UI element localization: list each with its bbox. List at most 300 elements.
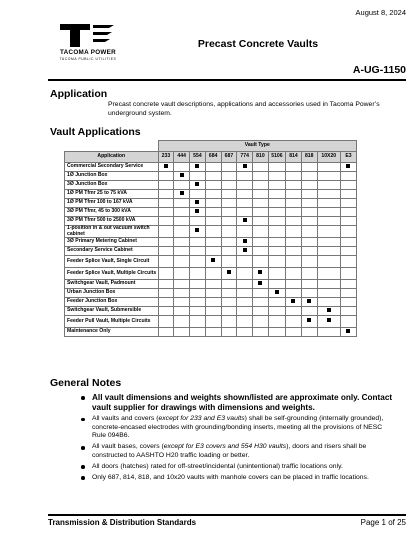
note-text: ) shall be self-grounding (internally grounded), concrete-encased electrodes with grounding/bonding inserts, meeting all the provisions of NESC Rule 094B6. [92,415,384,440]
vault-cell [301,181,317,190]
vault-cell [268,238,285,247]
vault-cell [221,190,237,199]
applicable-mark-icon [227,270,231,274]
vault-cell [158,190,174,199]
vault-cell [301,328,317,337]
vault-cell [158,256,174,268]
applicable-mark-icon [243,164,247,168]
vault-cell [221,247,237,256]
vault-cell [237,316,253,328]
table-corner-cell [65,141,159,152]
vault-cell [174,328,190,337]
table-row [65,226,357,238]
note-item [80,463,395,472]
vault-cell [317,280,340,289]
vault-cell [190,226,206,238]
vault-column-header: 10X20 [317,152,340,163]
note-exception-text: except for 233 and E3 vaults [158,415,245,423]
vault-cell [237,226,253,238]
application-label: Switchgear Vault, Submersible [65,307,159,316]
vault-cell [301,217,317,226]
vault-cell [253,163,269,172]
vault-cell [317,316,340,328]
vault-cell [221,199,237,208]
vault-cell [221,256,237,268]
general-notes-list [80,393,395,485]
vault-cell [205,208,221,217]
vault-cell [268,226,285,238]
vault-cell [237,172,253,181]
note-item [80,474,395,483]
vault-cell [158,268,174,280]
vault-cell [317,328,340,337]
vault-cell [286,268,302,280]
vault-cell [190,256,206,268]
vault-cell [221,238,237,247]
table-row [65,190,357,199]
footer-page-number: Page 1 of 25 [360,518,406,527]
vault-cell [253,190,269,199]
vault-cell [301,190,317,199]
applicable-mark-icon [307,318,311,322]
vault-cell [174,289,190,298]
header-rule [48,79,406,81]
vault-cell [253,217,269,226]
applicable-mark-icon [180,173,184,177]
vault-cell [301,238,317,247]
vault-cell [205,256,221,268]
vault-cell [158,226,174,238]
vault-cell [205,307,221,316]
note-text: All vault bases, covers ( [92,443,164,451]
vault-cell [340,226,356,238]
application-label: Secondary Service Cabinet [65,247,159,256]
vault-cell [174,199,190,208]
vault-cell [237,217,253,226]
vault-cell [286,163,302,172]
applicable-mark-icon [164,164,168,168]
vault-cell [286,247,302,256]
vault-cell [301,208,317,217]
vault-cell [221,217,237,226]
vault-cell [205,172,221,181]
note-item [80,443,395,460]
vault-cell [253,280,269,289]
vault-cell [205,247,221,256]
vault-cell [174,298,190,307]
vault-cell [286,190,302,199]
vault-column-header: 818 [301,152,317,163]
vault-cell [317,181,340,190]
vault-cell [205,199,221,208]
vault-cell [190,280,206,289]
vault-cell [174,316,190,328]
applicable-mark-icon [195,164,199,168]
table-group-header-row [65,141,357,152]
vault-cell [317,208,340,217]
vault-column-header: 444 [174,152,190,163]
note-item [80,415,395,441]
vault-cell [158,289,174,298]
vault-cell [158,316,174,328]
vault-cell [237,289,253,298]
application-column-header: Application [65,152,159,163]
vault-cell [253,307,269,316]
table-row [65,298,357,307]
vault-cell [253,256,269,268]
vault-cell [190,298,206,307]
vault-cell [340,256,356,268]
vault-cell [317,289,340,298]
vault-cell [268,289,285,298]
vault-cell [174,256,190,268]
vault-cell [190,217,206,226]
vault-cell [253,199,269,208]
vault-cell [221,172,237,181]
vault-column-header: 554 [190,152,206,163]
vault-cell [268,181,285,190]
vault-cell [237,256,253,268]
vault-cell [190,163,206,172]
applicable-mark-icon [258,281,262,285]
vault-cell [237,190,253,199]
vault-cell [174,307,190,316]
vault-cell [268,280,285,289]
table-row [65,238,357,247]
vault-cell [237,268,253,280]
vault-column-header: 233 [158,152,174,163]
vault-cell [158,208,174,217]
vault-cell [301,280,317,289]
vault-cell [237,199,253,208]
vault-applications-table [64,140,357,337]
vault-cell [221,181,237,190]
vault-cell [253,289,269,298]
application-label: 3Ø PM Tfmr, 45 to 300 kVA [65,208,159,217]
vault-cell [340,328,356,337]
vault-cell [205,328,221,337]
vault-cell [221,307,237,316]
vault-cell [268,316,285,328]
vault-cell [340,163,356,172]
vault-cell [301,307,317,316]
vault-cell [268,298,285,307]
vault-cell [268,256,285,268]
vault-cell [340,280,356,289]
vault-cell [237,247,253,256]
vault-column-header: 687 [221,152,237,163]
vault-cell [340,307,356,316]
vault-cell [237,163,253,172]
vault-cell [205,289,221,298]
vault-cell [301,247,317,256]
vault-cell [268,247,285,256]
vault-cell [237,238,253,247]
applicable-mark-icon [258,270,262,274]
vault-cell [301,298,317,307]
vault-cell [174,172,190,181]
application-label: 1-position in & out vacuum switch cabinet [65,226,159,238]
vault-cell [268,190,285,199]
table-row [65,289,357,298]
application-label: Feeder Junction Box [65,298,159,307]
vault-cell [253,328,269,337]
applicable-mark-icon [275,290,279,294]
applicable-mark-icon [243,218,247,222]
document-title: Precast Concrete Vaults [197,38,319,50]
vault-cell [301,316,317,328]
vault-cell [317,172,340,181]
applicable-mark-icon [180,191,184,195]
logo-subtitle: TACOMA PUBLIC UTILITIES [59,57,117,61]
vault-cell [286,256,302,268]
vault-cell [205,280,221,289]
applicable-mark-icon [327,308,331,312]
applicable-mark-icon [195,228,199,232]
vault-cell [237,328,253,337]
vault-cell [174,217,190,226]
applicable-mark-icon [243,248,247,252]
application-label: 3Ø Primary Metering Cabinet [65,238,159,247]
vault-column-header: E3 [340,152,356,163]
vault-cell [340,247,356,256]
table-column-header-row [65,152,357,163]
vault-cell [174,238,190,247]
vault-cell [268,328,285,337]
note-text: All doors (hatches) rated for off-street/incidental (unintentional) traffic locations only. [92,462,343,470]
vault-cell [190,307,206,316]
vault-cell [205,316,221,328]
vault-cell [268,307,285,316]
vault-cell [340,172,356,181]
vault-cell [205,190,221,199]
vault-cell [286,181,302,190]
vault-cell [158,247,174,256]
vault-cell [221,163,237,172]
vault-cell [158,307,174,316]
vault-cell [340,298,356,307]
vault-column-header: 810 [253,152,269,163]
vault-cell [221,280,237,289]
vault-column-header: 814 [286,152,302,163]
vault-cell [190,208,206,217]
vault-cell [174,163,190,172]
vault-cell [340,289,356,298]
vault-cell [253,316,269,328]
vault-cell [340,238,356,247]
vault-type-header: Vault Type [158,141,356,152]
table-row [65,256,357,268]
vault-cell [301,172,317,181]
application-label: 1Ø Junction Box [65,172,159,181]
vault-cell [301,226,317,238]
applicable-mark-icon [291,299,295,303]
vault-column-header: 684 [205,152,221,163]
vault-applications-heading: Vault Applications [50,126,141,138]
vault-cell [286,208,302,217]
vault-cell [174,181,190,190]
vault-cell [190,190,206,199]
vault-cell [190,289,206,298]
vault-cell [158,238,174,247]
application-label: 3Ø PM Tfmr 500 to 2500 kVA [65,217,159,226]
application-heading: Application [50,88,108,100]
vault-cell [253,181,269,190]
vault-cell [221,289,237,298]
vault-cell [317,247,340,256]
footer-standards-label: Transmission & Distribution Standards [48,518,197,527]
vault-cell [190,199,206,208]
note-text: All vaults and covers ( [92,415,159,423]
table-row [65,316,357,328]
vault-cell [301,289,317,298]
vault-cell [301,199,317,208]
vault-cell [340,181,356,190]
vault-cell [340,316,356,328]
vault-cell [340,208,356,217]
vault-cell [158,163,174,172]
vault-cell [221,316,237,328]
general-notes-heading: General Notes [50,377,122,389]
vault-cell [237,298,253,307]
application-label: Urban Junction Box [65,289,159,298]
applicable-mark-icon [346,329,350,333]
application-label: 1Ø PM Tfmr 100 to 167 kVA [65,199,159,208]
vault-cell [158,199,174,208]
vault-cell [286,316,302,328]
vault-cell [158,217,174,226]
table-row [65,268,357,280]
vault-cell [317,226,340,238]
vault-cell [317,238,340,247]
vault-cell [174,226,190,238]
vault-cell [301,268,317,280]
application-label: Switchgear Vault, Padmount [65,280,159,289]
vault-cell [190,172,206,181]
vault-cell [205,298,221,307]
applicable-mark-icon [346,164,350,168]
vault-cell [268,208,285,217]
note-text: All vault dimensions and weights shown/listed are approximate only. Contact vault supplier for drawings with dimensions and weights. [92,393,393,412]
vault-cell [205,181,221,190]
vault-cell [317,307,340,316]
vault-cell [286,217,302,226]
vault-cell [317,256,340,268]
vault-column-header: 774 [237,152,253,163]
note-exception-text: except for E3 covers and 554 H30 vaults [163,443,287,451]
vault-cell [174,208,190,217]
application-label: Feeder Pull Vault, Multiple Circuits [65,316,159,328]
vault-cell [158,181,174,190]
note-text: ), doors and risers shall be constructed to AASHTO H20 traffic loading or better. [92,443,367,459]
vault-cell [174,280,190,289]
vault-cell [340,199,356,208]
vault-cell [268,217,285,226]
applicable-mark-icon [243,239,247,243]
table-row [65,172,357,181]
vault-cell [286,199,302,208]
vault-cell [253,247,269,256]
vault-cell [221,208,237,217]
table-row [65,280,357,289]
vault-cell [174,190,190,199]
vault-cell [286,289,302,298]
application-label: 1Ø PM Tfmr 25 to 75 kVA [65,190,159,199]
application-text: Precast concrete vault descriptions, applications and accessories used in Tacoma Power’s underground system. [108,101,380,117]
vault-cell [317,298,340,307]
application-label: Commercial Secondary Service [65,163,159,172]
vault-cell [286,238,302,247]
vault-cell [286,226,302,238]
vault-column-header: 5106 [268,152,285,163]
vault-cell [205,268,221,280]
vault-cell [158,298,174,307]
vault-cell [253,208,269,217]
application-label: Maintenance Only [65,328,159,337]
vault-cell [317,163,340,172]
vault-cell [190,268,206,280]
vault-cell [174,268,190,280]
table-row [65,163,357,172]
applicable-mark-icon [195,209,199,213]
table-row [65,181,357,190]
vault-cell [190,181,206,190]
vault-cell [190,238,206,247]
note-item [80,393,395,413]
vault-cell [286,298,302,307]
vault-cell [268,268,285,280]
vault-cell [221,268,237,280]
vault-cell [237,280,253,289]
document-id: A-UG-1150 [352,64,406,76]
vault-cell [221,298,237,307]
vault-cell [221,328,237,337]
vault-cell [205,217,221,226]
vault-cell [301,163,317,172]
vault-cell [340,268,356,280]
applicable-mark-icon [307,299,311,303]
vault-cell [253,238,269,247]
footer-rule [48,514,406,516]
application-label: Feeder Splice Vault, Single Circuit [65,256,159,268]
vault-cell [317,199,340,208]
applicable-mark-icon [195,182,199,186]
vault-cell [237,181,253,190]
vault-cell [205,238,221,247]
logo-name: TACOMA POWER [59,49,117,56]
vault-cell [174,247,190,256]
table-row [65,328,357,337]
vault-cell [205,226,221,238]
vault-cell [317,217,340,226]
vault-cell [158,280,174,289]
vault-cell [286,307,302,316]
table-row [65,307,357,316]
vault-cell [190,247,206,256]
vault-cell [205,163,221,172]
vault-cell [317,268,340,280]
vault-cell [268,172,285,181]
application-label: 3Ø Junction Box [65,181,159,190]
vault-cell [268,163,285,172]
vault-cell [268,199,285,208]
vault-cell [158,328,174,337]
applicable-mark-icon [195,200,199,204]
vault-table-body [65,163,357,337]
note-text: Only 687, 814, 818, and 10x20 vaults with manhole covers can be placed in traffic locations. [92,473,369,481]
vault-cell [286,172,302,181]
applicable-mark-icon [211,258,215,262]
